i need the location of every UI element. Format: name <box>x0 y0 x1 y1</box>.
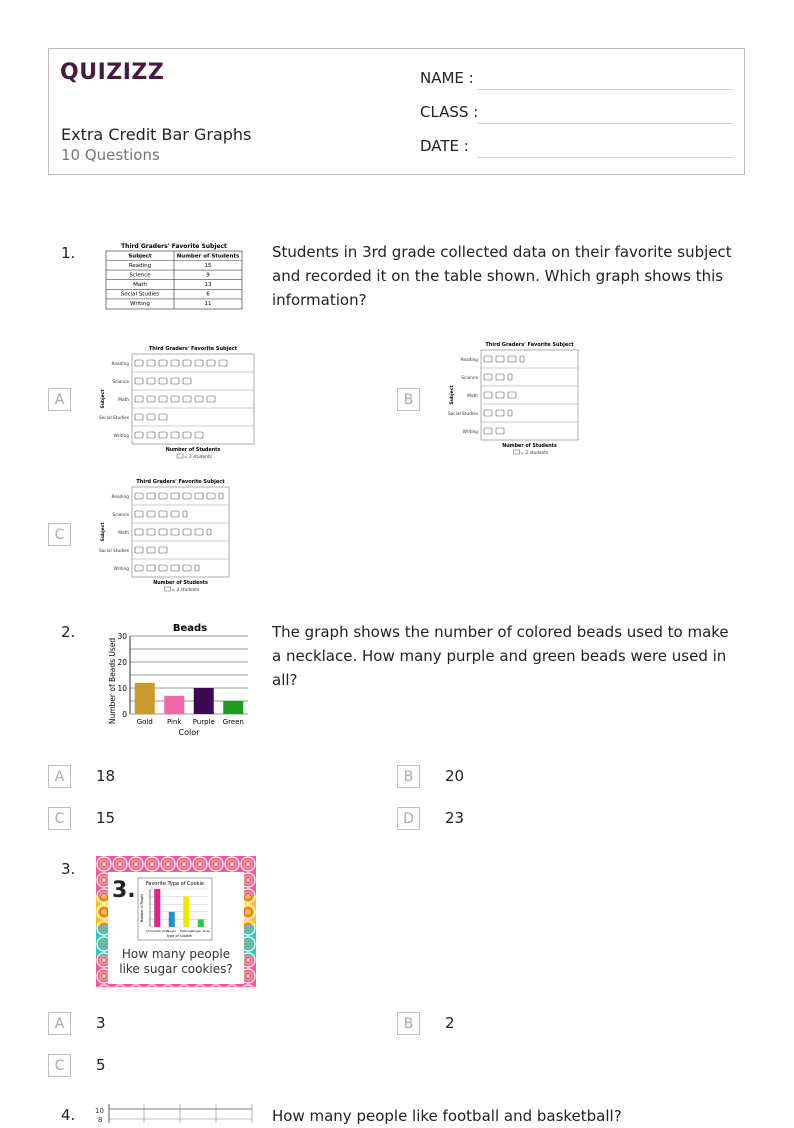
book-icon <box>171 529 179 535</box>
book-icon <box>147 565 155 571</box>
card-question-line2: like sugar cookies? <box>119 962 233 976</box>
book-icon <box>159 565 167 571</box>
pictograph-option-a[interactable] <box>98 342 258 460</box>
book-icon <box>135 529 143 535</box>
table-cell: 9 <box>206 272 210 279</box>
half-book-icon <box>183 511 187 517</box>
cookie-chart-title: Favorite Type of Cookie <box>145 881 205 887</box>
book-icon <box>135 493 143 499</box>
book-icon <box>508 356 516 362</box>
pictograph-row-label: Science <box>112 513 129 518</box>
book-icon <box>171 511 179 517</box>
pictograph-title: Third Graders' Favorite Subject <box>136 479 225 485</box>
book-icon <box>135 378 143 384</box>
x-tick-label: Gold <box>136 718 153 726</box>
class-label: CLASS : <box>420 103 479 121</box>
option-a-box[interactable]: A <box>48 1012 71 1035</box>
option-b-box[interactable]: B <box>397 1012 420 1035</box>
option-b-text[interactable]: 2 <box>445 1014 455 1032</box>
table-cell: 6 <box>206 291 210 298</box>
book-icon <box>508 392 516 398</box>
question-count: 10 Questions <box>61 146 160 164</box>
question-number: 3. <box>61 860 76 878</box>
table-cell: 11 <box>204 301 212 307</box>
worksheet-title: Extra Credit Bar Graphs <box>61 125 252 144</box>
question-text: Students in 3rd grade collected data on their favorite subject and recorded it on the table shown. Which graph shows this information? <box>272 243 732 309</box>
book-icon <box>159 529 167 535</box>
question-number: 4. <box>61 1106 76 1124</box>
quizizz-logo: QUIZIZZ <box>60 60 165 85</box>
cookie-bar <box>169 912 175 927</box>
cookie-bar <box>183 897 189 927</box>
cookie-x-tick-label: Ginger Snap <box>191 929 211 933</box>
pictograph-row-label: Science <box>112 380 129 385</box>
axis-tick: 8 <box>98 1116 103 1123</box>
name-field[interactable] <box>477 89 733 90</box>
book-icon <box>195 396 203 402</box>
x-tick-label: Green <box>222 718 244 726</box>
book-icon <box>183 432 191 438</box>
table-cell: Science <box>129 272 151 279</box>
table-header: Number of Students <box>176 253 240 260</box>
bar <box>223 701 243 714</box>
bar <box>194 688 214 714</box>
pictograph-row-label: Reading <box>111 495 129 500</box>
pictograph-row-label: Reading <box>460 358 478 363</box>
book-icon <box>496 410 504 416</box>
book-icon <box>195 432 203 438</box>
book-icon <box>183 396 191 402</box>
book-icon <box>171 493 179 499</box>
beads-bar-chart <box>104 620 256 738</box>
y-tick-label: 10 <box>117 684 127 693</box>
book-icon <box>159 511 167 517</box>
table-header: Subject <box>128 253 152 260</box>
option-a-text[interactable]: 3 <box>96 1014 106 1032</box>
cookie-y-axis-label: Number of People <box>140 893 144 923</box>
date-field[interactable] <box>477 157 733 158</box>
book-icon <box>171 565 179 571</box>
card-number: 3. <box>112 878 136 903</box>
book-icon <box>183 565 191 571</box>
pictograph-ylabel: Subject <box>101 389 106 409</box>
book-icon <box>183 493 191 499</box>
table-title: Third Graders' Favorite Subject <box>121 243 227 250</box>
sports-chart-partial <box>94 1104 256 1123</box>
pictograph-frame <box>481 350 578 440</box>
book-icon <box>147 547 155 553</box>
x-tick-label: Pink <box>166 718 182 726</box>
question-text: The graph shows the number of colored beads used to make a necklace. How many purple and green beads were used in all? <box>272 623 729 689</box>
key-book-icon <box>514 450 520 454</box>
y-tick-label: 0 <box>122 710 127 719</box>
book-icon <box>147 511 155 517</box>
x-tick-label: Purple <box>192 718 215 726</box>
bar <box>164 696 184 714</box>
pictograph-option-c[interactable] <box>98 475 233 597</box>
question-number: 2. <box>61 623 76 641</box>
pictograph-key: = 2 students <box>171 588 200 593</box>
book-icon <box>135 414 143 420</box>
pictograph-xlabel: Number of Students <box>502 444 557 449</box>
x-axis-label: Color <box>178 728 200 737</box>
cookie-x-tick-label: Oatmeal <box>179 929 193 933</box>
bar <box>135 683 155 714</box>
cookie-x-tick-label: Sugar <box>167 929 177 933</box>
option-c-text[interactable]: 5 <box>96 1056 106 1074</box>
book-icon <box>171 432 179 438</box>
table-cell: Writing <box>130 301 150 307</box>
table-cell: Math <box>133 282 147 288</box>
option-c-text[interactable]: 15 <box>96 809 116 827</box>
book-icon <box>147 378 155 384</box>
pictograph-key: = 2 students <box>184 455 212 460</box>
book-icon <box>183 378 191 384</box>
cookie-x-axis-label: Type of Cookie <box>166 934 192 938</box>
book-icon <box>484 374 492 380</box>
book-icon <box>207 493 215 499</box>
pictograph-row-label: Writing <box>113 434 129 439</box>
favorite-subject-table <box>104 241 244 311</box>
chart-title: Beads <box>172 623 208 634</box>
pictograph-ylabel: Subject <box>101 522 106 542</box>
pictograph-row-label: Social Studies <box>98 416 129 421</box>
book-icon <box>484 356 492 362</box>
book-icon <box>159 378 167 384</box>
book-icon <box>159 493 167 499</box>
book-icon <box>135 565 143 571</box>
book-icon <box>171 396 179 402</box>
key-book-icon <box>177 454 183 458</box>
option-b-text[interactable]: 20 <box>445 767 465 785</box>
book-icon <box>135 432 143 438</box>
y-axis-label: Number of Beads Used <box>108 637 117 725</box>
book-icon <box>207 396 215 402</box>
pictograph-title: Third Graders' Favorite Subject <box>485 342 574 348</box>
book-icon <box>496 428 504 434</box>
book-icon <box>207 360 215 366</box>
option-d-box[interactable]: D <box>397 807 420 830</box>
date-label: DATE : <box>420 137 469 155</box>
pictograph-row-label: Social Studies <box>447 412 478 417</box>
book-icon <box>147 396 155 402</box>
book-icon <box>147 414 155 420</box>
half-book-icon <box>508 410 512 416</box>
book-icon <box>484 410 492 416</box>
table-cell: Social Studies <box>120 291 160 298</box>
book-icon <box>147 432 155 438</box>
book-icon <box>135 547 143 553</box>
half-book-icon <box>508 374 512 380</box>
book-icon <box>496 356 504 362</box>
class-field[interactable] <box>477 123 733 124</box>
axis-tick: 10 <box>95 1107 104 1115</box>
option-a-box[interactable]: A <box>48 765 71 788</box>
option-c-box[interactable]: C <box>48 523 71 546</box>
cookie-question-image <box>96 856 256 987</box>
pictograph-row-label: Math <box>467 394 478 399</box>
book-icon <box>135 396 143 402</box>
option-c-box[interactable]: C <box>48 1054 71 1077</box>
y-tick-label: 30 <box>117 632 127 641</box>
table-cell: 13 <box>204 282 212 288</box>
option-a-text[interactable]: 18 <box>96 767 116 785</box>
pictograph-row-label: Math <box>118 398 129 403</box>
pictograph-row-label: Reading <box>111 362 129 367</box>
pictograph-option-b[interactable] <box>447 338 582 460</box>
book-icon <box>183 529 191 535</box>
book-icon <box>219 360 227 366</box>
pictograph-frame <box>132 487 229 577</box>
cookie-x-tick-label: Chocolate Chip <box>145 929 169 933</box>
table-cell: Reading <box>128 263 152 269</box>
book-icon <box>496 374 504 380</box>
book-icon <box>484 428 492 434</box>
pictograph-row-label: Writing <box>462 430 478 435</box>
half-book-icon <box>195 565 199 571</box>
book-icon <box>195 529 203 535</box>
book-icon <box>135 511 143 517</box>
book-icon <box>484 392 492 398</box>
key-book-icon <box>165 587 171 591</box>
half-book-icon <box>520 356 524 362</box>
option-b-box[interactable]: B <box>397 388 420 411</box>
card-question-line1: How many people <box>121 947 231 961</box>
half-book-icon <box>219 493 223 499</box>
book-icon <box>147 360 155 366</box>
book-icon <box>496 392 504 398</box>
question-number: 1. <box>61 244 76 262</box>
question-text: How many people like football and basketball? <box>272 1107 622 1125</box>
table-cell: 15 <box>204 263 212 269</box>
y-tick-label: 20 <box>117 658 127 667</box>
cookie-bar <box>154 889 160 927</box>
book-icon <box>147 493 155 499</box>
pictograph-ylabel: Subject <box>450 385 455 405</box>
option-a-box[interactable]: A <box>48 388 71 411</box>
half-book-icon <box>207 529 211 535</box>
pictograph-key: = 2 students <box>520 451 549 456</box>
pictograph-row-label: Science <box>461 376 478 381</box>
book-icon <box>183 360 191 366</box>
pictograph-xlabel: Number of Students <box>153 581 208 586</box>
book-icon <box>171 378 179 384</box>
book-icon <box>159 414 167 420</box>
pictograph-row-label: Math <box>118 531 129 536</box>
book-icon <box>159 396 167 402</box>
book-icon <box>159 432 167 438</box>
name-label: NAME : <box>420 69 474 87</box>
book-icon <box>147 529 155 535</box>
pictograph-title: Third Graders' Favorite Subject <box>148 346 238 352</box>
option-b-box[interactable]: B <box>397 765 420 788</box>
book-icon <box>135 360 143 366</box>
pictograph-xlabel: Number of Students <box>165 448 221 453</box>
pictograph-row-label: Social Studies <box>98 549 129 554</box>
cookie-bar <box>198 919 204 927</box>
pictograph-row-label: Writing <box>113 567 129 572</box>
book-icon <box>171 360 179 366</box>
book-icon <box>195 360 203 366</box>
book-icon <box>195 493 203 499</box>
book-icon <box>159 547 167 553</box>
book-icon <box>159 360 167 366</box>
option-d-text[interactable]: 23 <box>445 809 465 827</box>
option-c-box[interactable]: C <box>48 807 71 830</box>
